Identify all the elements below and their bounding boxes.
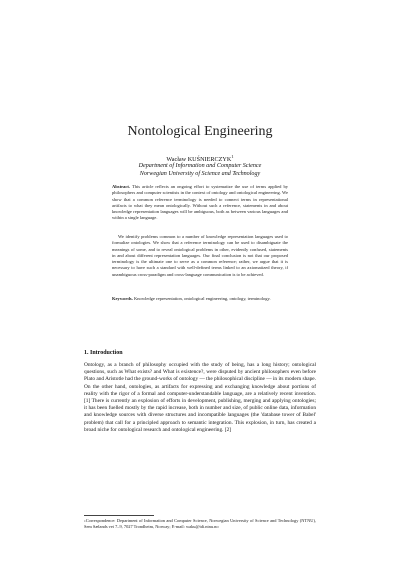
abstract-label: Abstract. [112,184,131,189]
section-number: 1. [84,350,89,356]
section-heading [84,350,123,356]
keywords-label: Keywords. [112,296,133,301]
affiliation-university: Norwegian University of Science and Technology [139,171,261,177]
abstract-paragraph-1 [112,184,288,222]
abstract-paragraph-2: We identify problems common to a number of knowledge representation languages used to formalize ontologies. We show that a reference terminology can be used to disambiguate the meanings of some, and to reveal ontological problems in other, evidently confused, statements in and about different representation languages. Our final conclusion is not that our proposed terminology is the ultimate one to serve as a common reference; rather, we argue that it is necessary to have such a standard with well-defined terms linked to an axiomatized theory, if unambiguous cross-paradigm and cross-language communication is to be achieved. [112,234,288,277]
keywords-text: Knowledge representation, ontological engineering, ontology, terminology. [133,296,271,301]
footnote [84,518,316,530]
keywords-block [112,296,288,302]
author-line [0,154,400,163]
affiliation-department: Department of Information and Computer Science [138,163,262,169]
footnote-mark: 1 [84,519,86,523]
abstract-text-1: This article reflects an ongoing effort to systematize the use of terms applied by philosophers and computer scientists in the context of ontology and ontological engineering. We show that a common reference terminology is needed to connect terms in representational artifacts to what they mean ontologically. Without such a reference, statements in and about knowledge representation languages will be ambiguous, both as between various languages and within a single language. [112,184,288,221]
author-name: Wacław KUŚNIERCZYK [166,156,232,164]
footnote-rule [84,515,154,516]
paper-title: Nontological Engineering [127,124,273,139]
footnote-text: Correspondence: Department of Information and Computer Science, Norwegian University of Science and Technology (NTNU), Sem Sælands vei 7–9, 7027 Trondheim, Norway; E-mail: waku@idi.ntnu.no [84,518,316,530]
section-title: Introduction [90,350,123,356]
introduction-paragraph: Ontology, as a branch of philosophy occupied with the study of being, has a long history; ontological questions, such as What exists? and What is existence?, were disputed by ancient philosophers even before Plato and Aristotle had the ground-works of ontology — the philosophical discipline — in its modern shape. On the other hand, ontologies, as artifacts for expressing and exchanging knowledge about portions of reality with the rigor of a formal and computer-understandable language, are a relatively recent invention. [1] There is currently an explosion of efforts in development, publishing, merging and applying ontologies; it has been fuelled mostly by the rapid increase, both in number and size, of public online data, information and knowledge sources with diverse structures and incompatible languages (the 'database tower of Babel' problem) that call for a principled approach to semantic integration. This explosion, in turn, has created a broad niche for ontological research and ontological engineering. [2] [84,362,316,433]
author-footnote-mark: 1 [231,154,234,159]
